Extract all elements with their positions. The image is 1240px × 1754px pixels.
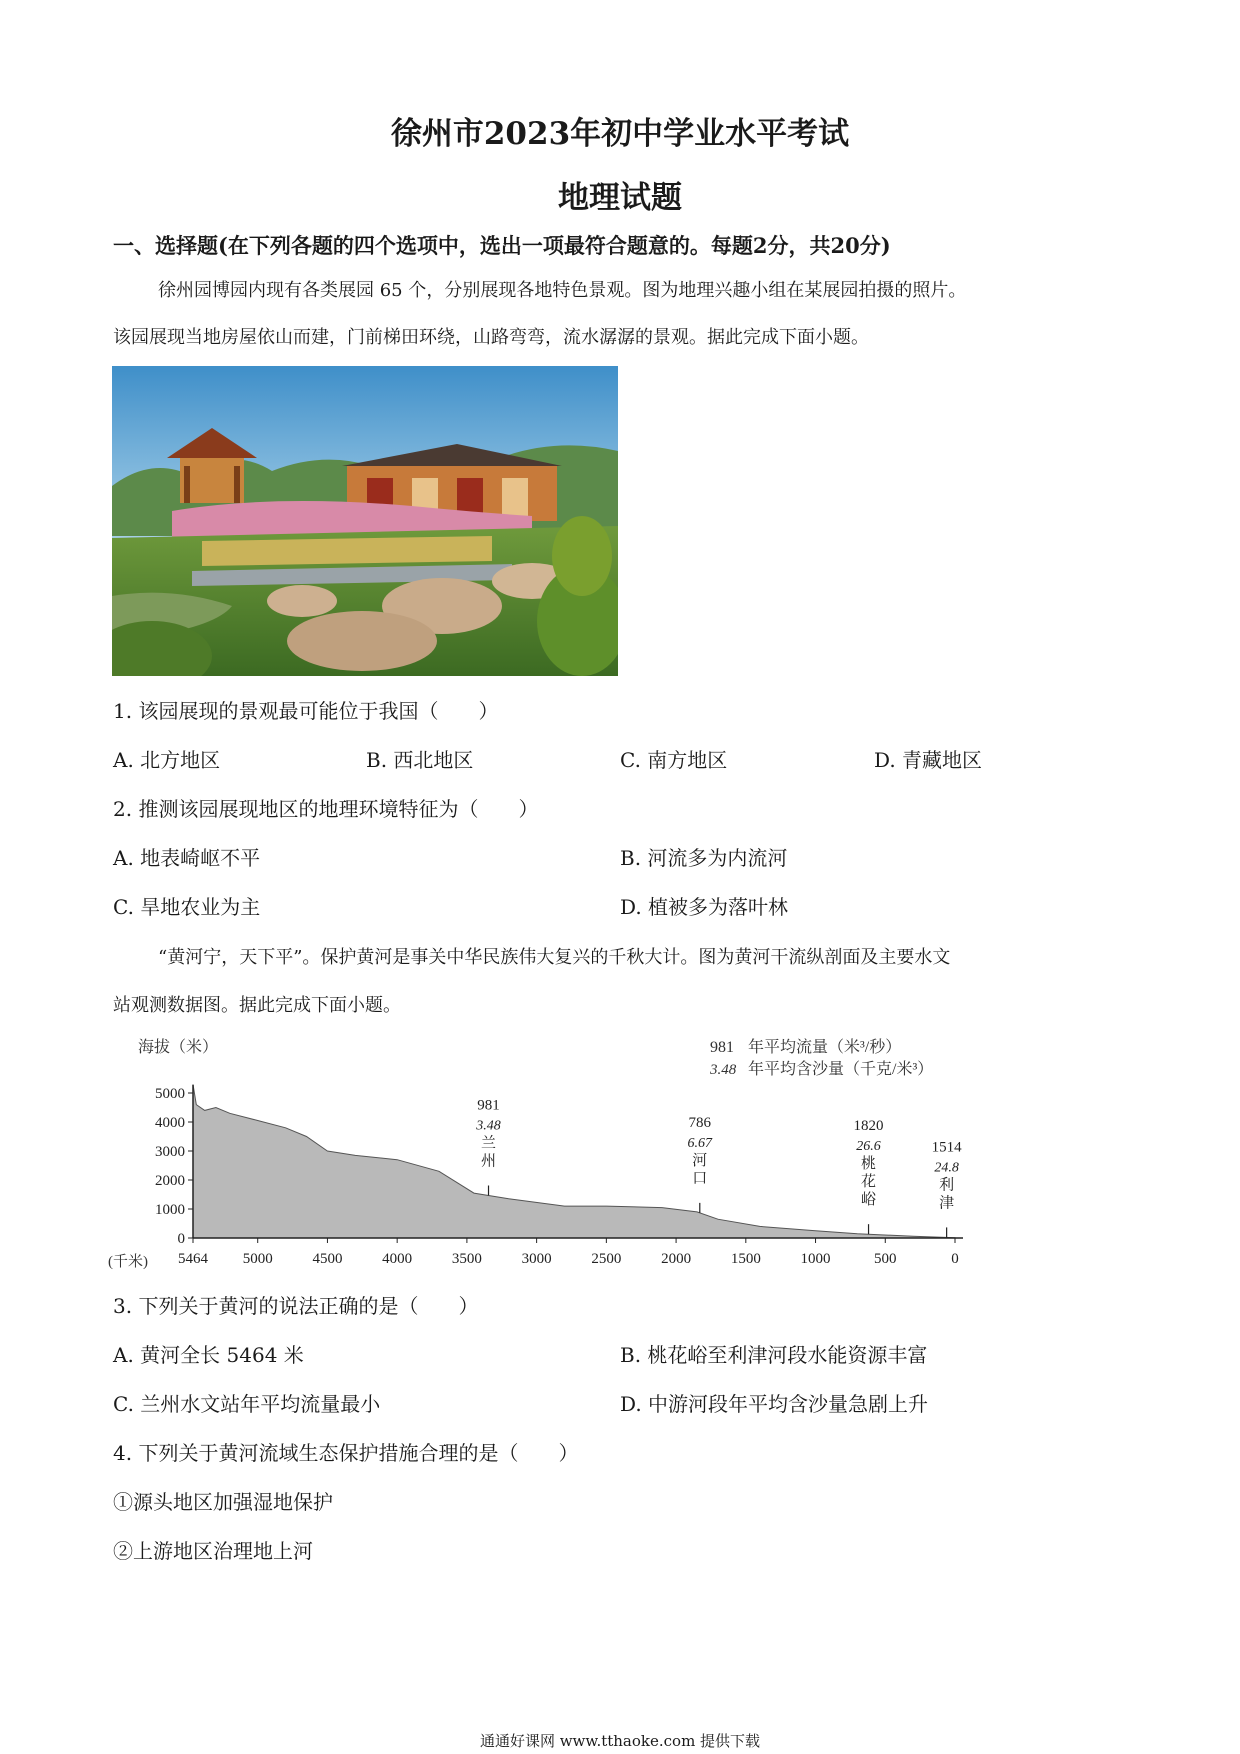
x-tick-label: 5000 — [242, 1251, 273, 1267]
passage-1-line-2: 该园展现当地房屋依山而建，门前梯田环绕，山路弯弯，流水潺潺的景观。据此完成下面小题。 — [113, 327, 869, 348]
passage-2-line-1: “黄河宁，天下平”。保护黄河是事关中华民族伟大复兴的千秋大计。图为黄河干流纵剖面及主要水文 — [158, 947, 951, 968]
q4-item-1: ①源头地区加强湿地保护 — [113, 1490, 333, 1514]
station-sand-value: 24.8 — [934, 1160, 959, 1176]
legend-sand-label: 年平均含沙量（千克/米³） — [748, 1061, 934, 1078]
station-sand-value: 26.6 — [856, 1139, 881, 1155]
station-sand-value: 3.48 — [476, 1118, 501, 1134]
station-name-char: 花 — [861, 1174, 877, 1191]
river-profile-area — [193, 1084, 955, 1238]
q2-option-d[interactable]: D. 植被多为落叶林 — [620, 895, 789, 919]
passage-2-line-2: 站观测数据图。据此完成下面小题。 — [113, 995, 401, 1016]
x-tick-label: 1500 — [730, 1251, 761, 1267]
station-sand-value: 6.67 — [687, 1135, 713, 1151]
passage-1-line-1: 徐州园博园内现有各类展园 65 个，分别展现各地特色景观。图为地理兴趣小组在某展园拍摄的照片。 — [158, 280, 967, 301]
q3-option-a[interactable]: A. 黄河全长 5464 米 — [113, 1343, 304, 1367]
x-tick-label: 5464 — [178, 1251, 208, 1267]
y-tick-label: 2000 — [155, 1173, 185, 1189]
q3-option-b[interactable]: B. 桃花峪至利津河段水能资源丰富 — [620, 1343, 928, 1367]
q2-option-c[interactable]: C. 旱地农业为主 — [113, 895, 261, 919]
y-tick-label: 0 — [177, 1231, 185, 1247]
station-name-char: 利 — [939, 1177, 955, 1194]
legend-sand-sample: 3.48 — [710, 1062, 737, 1078]
q1-option-b[interactable]: B. 西北地区 — [366, 748, 474, 772]
station-name-char: 河 — [692, 1152, 708, 1169]
question-2-stem: 2. 推测该园展现地区的地理环境特征为（ ） — [113, 797, 539, 821]
q3-option-d[interactable]: D. 中游河段年平均含沙量急剧上升 — [620, 1392, 929, 1416]
exam-subtitle: 地理试题 — [558, 180, 682, 216]
y-tick-label: 5000 — [155, 1086, 185, 1102]
garden-photo-illustration — [112, 366, 618, 676]
footer-source: 通通好课网 www.tthaoke.com 提供下载 — [479, 1732, 761, 1750]
q3-option-c[interactable]: C. 兰州水文站年平均流量最小 — [113, 1392, 381, 1416]
legend-flow-label: 年平均流量（米³/秒） — [748, 1039, 902, 1056]
x-tick-label: 2500 — [591, 1251, 622, 1267]
station-name-char: 兰 — [481, 1135, 497, 1152]
station-name-char: 口 — [692, 1170, 708, 1187]
q1-option-a[interactable]: A. 北方地区 — [113, 748, 221, 772]
y-axis-label: 海拔（米） — [138, 1039, 219, 1056]
station-flow-value: 1514 — [931, 1139, 962, 1156]
station-name-char: 桃 — [861, 1156, 877, 1173]
x-tick-label: 1000 — [800, 1251, 831, 1267]
station-name-char: 州 — [481, 1153, 497, 1170]
section-heading: 一、选择题(在下列各题的四个选项中，选出一项最符合题意的。每题2分，共20分) — [113, 233, 891, 258]
question-1-stem: 1. 该园展现的景观最可能位于我国（ ） — [113, 699, 499, 723]
q1-option-d[interactable]: D. 青藏地区 — [874, 748, 983, 772]
x-axis-label: (千米) — [108, 1254, 148, 1270]
profile-svg — [100, 1030, 980, 1280]
q2-option-a[interactable]: A. 地表崎岖不平 — [113, 846, 261, 870]
x-tick-label: 3500 — [451, 1251, 482, 1267]
station-flow-value: 981 — [477, 1097, 500, 1114]
y-tick-label: 1000 — [155, 1202, 185, 1218]
exam-title: 徐州市2023年初中学业水平考试 — [390, 116, 850, 152]
x-tick-label: 2000 — [661, 1251, 692, 1267]
x-tick-label: 4000 — [382, 1251, 413, 1267]
x-tick-label: 3000 — [521, 1251, 552, 1267]
legend-flow-sample: 981 — [710, 1039, 734, 1056]
y-tick-label: 3000 — [155, 1144, 185, 1160]
x-tick-label: 0 — [951, 1251, 959, 1267]
q4-item-2: ②上游地区治理地上河 — [113, 1539, 313, 1563]
x-tick-label: 500 — [874, 1251, 897, 1267]
question-3-stem: 3. 下列关于黄河的说法正确的是（ ） — [113, 1294, 479, 1318]
station-name-char: 津 — [939, 1195, 955, 1212]
x-tick-label: 4500 — [312, 1251, 343, 1267]
station-flow-value: 786 — [688, 1114, 712, 1131]
question-4-stem: 4. 下列关于黄河流域生态保护措施合理的是（ ） — [113, 1441, 579, 1465]
garden-photo — [112, 366, 618, 676]
yellow-river-profile-chart — [100, 1030, 980, 1280]
station-flow-value: 1820 — [853, 1118, 884, 1135]
q1-option-c[interactable]: C. 南方地区 — [620, 748, 728, 772]
q2-option-b[interactable]: B. 河流多为内流河 — [620, 846, 788, 870]
station-name-char: 峪 — [861, 1192, 877, 1209]
y-tick-label: 4000 — [155, 1115, 185, 1131]
